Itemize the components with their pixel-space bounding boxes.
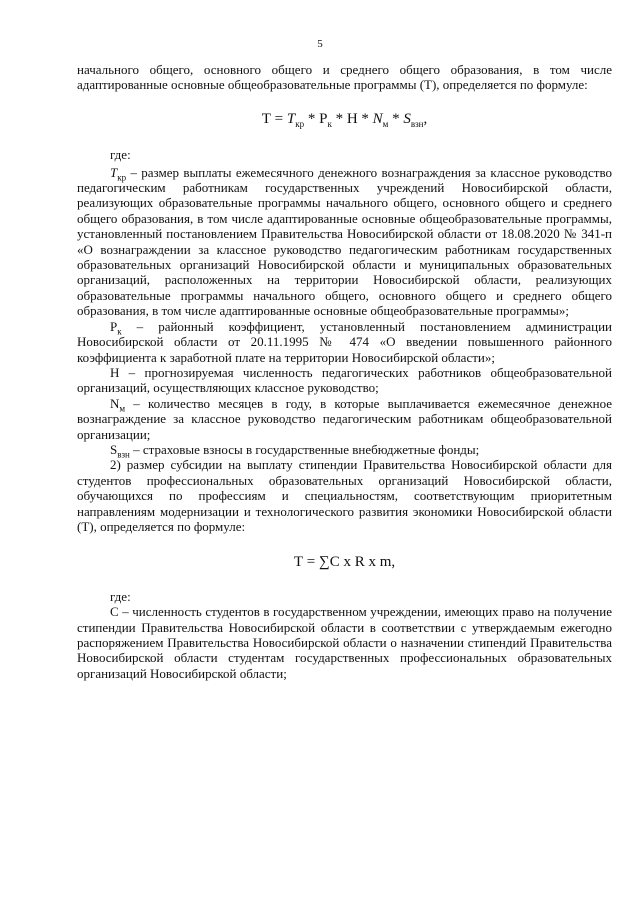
def-r-subscript: к (117, 326, 122, 337)
formula-1-t: T (286, 110, 296, 127)
formula-1-n: N (372, 110, 383, 127)
paragraph-item-2: 2) размер субсидии на выплату стипендии Правительства Новосибирской области для студентов профессиональных образовательных организаций Новосибирской области, обучающихся по профессиям и специальностям, соответствующим приоритетным направлениям модернизации и технологического развития экономики Новосибирской области (Т), определяется по формуле: (77, 457, 612, 534)
def-t-text: – размер выплаты ежемесячного денежного вознаграждения за классное руководство педагогическим работникам государственных учреждений Новосибирской области, реализующих образовательные программы начального общего, основного общего и среднего общего образования, в том числе адаптированные основные общеобразовательные программы, установленный постановлением Правительства Новосибирской области от 18.08.2020 № 341-п «О вознаграждении за классное руководство педагогическим работникам государственных образовательных организаций Новосибирской области и муниципальных образовательных организаций, расположенных на территории Новосибирской области, реализующих образовательные программы начального общего, основного общего и среднего общего образования, в том числе адаптированные основные общеобразовательные программы»; (77, 164, 612, 319)
def-s-symbol: S (110, 441, 118, 457)
def-n-subscript: м (119, 403, 126, 414)
definition-t (77, 165, 612, 319)
def-r-text: – районный коэффициент, установленный постановлением администрации Новосибирской области от 20.11.1995 № 474 «О введении повышенного районного коэффициента к заработной плате на территории Новосибирской области»; (77, 318, 612, 365)
definition-n (77, 396, 612, 442)
formula-1-lhs: Т = (261, 110, 287, 127)
def-n-symbol: N (110, 395, 120, 411)
page-number: 5 (317, 38, 323, 50)
document-body (77, 62, 612, 681)
formula-1-t-sub: кр (295, 118, 305, 129)
formula-1-end: , (423, 110, 428, 127)
where-label-1: где: (110, 147, 131, 163)
where-label-2: где: (110, 588, 131, 604)
def-s-text: – страховые взносы в государственные внебюджетные фонды; (129, 441, 480, 457)
formula-1-s-sub: взн (410, 118, 424, 129)
formula-1-r-sub: к (327, 118, 332, 129)
formula-1 (77, 112, 612, 127)
definition-s (77, 441, 612, 460)
formula-1-n-sub: м (382, 118, 389, 129)
def-t-subscript: кр (117, 172, 127, 183)
formula-1-op1: * (304, 110, 320, 127)
paragraph-intro: начального общего, основного общего и среднего общего образования, в том числе адаптированные основные общеобразовательные программы (Т), определяется по формуле: (77, 62, 612, 93)
formula-1-s: S (403, 110, 411, 127)
def-s-subscript: взн (117, 449, 130, 460)
formula-1-op3: * (388, 110, 404, 127)
formula-1-op2: * Н * (331, 110, 373, 127)
def-n-text: – количество месяцев в году, в которые выплачивается ежемесячное денежное вознаграждение за классное руководство педагогическим работникам общеобразовательной организации; (77, 395, 612, 442)
definition-h: Н – прогнозируемая численность педагогических работников общеобразовательной организаций, осуществляющих классное руководство; (77, 364, 612, 396)
formula-2: Т = ∑С х R х m, (293, 554, 396, 571)
def-r-symbol: Р (110, 318, 118, 334)
formula-1-r: Р (319, 110, 328, 127)
definition-r (77, 319, 612, 365)
definition-c: С – численность студентов в государственном учреждении, имеющих право на получение стипендии Правительства Новосибирской области в соответствии с утверждаемым ежегодно распоряжением Правительства Новосибирской области о назначении стипендий Правительства Новосибирской области студентам государственных профессиональных образовательных организаций Новосибирской области; (77, 604, 612, 681)
def-t-symbol: T (110, 164, 118, 180)
